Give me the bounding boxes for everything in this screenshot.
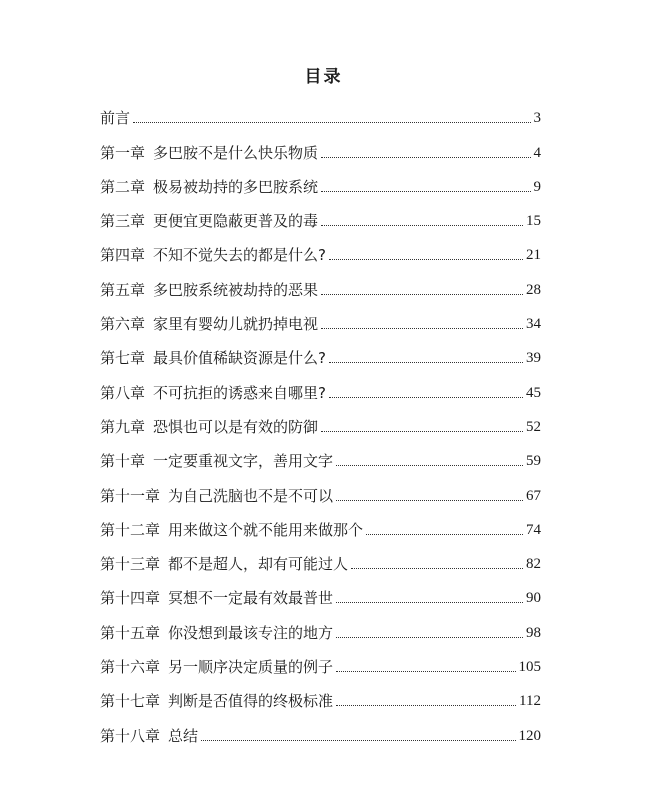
toc-entry-chapter: 第十一章 bbox=[100, 486, 161, 505]
toc-entry-chapter: 第十七章 bbox=[100, 692, 161, 711]
toc-entry-chapter: 第十章 bbox=[100, 452, 146, 471]
toc-entry-chapter: 第十四章 bbox=[100, 589, 161, 608]
toc-dot-leader bbox=[321, 156, 530, 158]
toc-entry-title: 恐惧也可以是有效的防御 bbox=[153, 417, 319, 436]
toc-entry-title: 另一顺序决定质量的例子 bbox=[168, 658, 334, 677]
toc-entry-page-number: 74 bbox=[526, 521, 541, 538]
toc-entry-title: 不知不觉失去的都是什么? bbox=[153, 246, 326, 265]
toc-entry-title: 家里有婴幼儿就扔掉电视 bbox=[153, 315, 319, 334]
toc-entry-page-number: 120 bbox=[518, 727, 541, 744]
toc-entry[interactable] bbox=[100, 300, 541, 334]
toc-entry-chapter: 第十五章 bbox=[100, 623, 161, 642]
toc-dot-leader bbox=[366, 533, 523, 535]
toc-entry-page-number: 34 bbox=[526, 316, 541, 333]
toc-entry-chapter: 第五章 bbox=[100, 280, 146, 299]
toc-dot-leader bbox=[336, 601, 523, 603]
toc-dot-leader bbox=[336, 704, 516, 706]
toc-entry-page-number: 52 bbox=[526, 418, 541, 435]
toc-entry-title: 最具价值稀缺资源是什么? bbox=[153, 349, 326, 368]
toc-dot-leader bbox=[336, 670, 515, 672]
toc-entry-title: 前言 bbox=[100, 109, 131, 128]
toc-entry-title: 冥想不一定最有效最普世 bbox=[168, 589, 334, 608]
toc-entry[interactable] bbox=[100, 265, 541, 299]
toc-entry-title: 判断是否值得的终极标准 bbox=[168, 692, 334, 711]
toc-dot-leader bbox=[329, 258, 523, 260]
toc-entry-title: 更便宜更隐蔽更普及的毒 bbox=[153, 212, 319, 231]
toc-entry-page-number: 4 bbox=[533, 144, 541, 161]
toc-entry[interactable] bbox=[100, 163, 541, 197]
toc-entry[interactable] bbox=[100, 368, 541, 402]
toc-dot-leader bbox=[336, 464, 523, 466]
toc-entry-page-number: 105 bbox=[518, 659, 541, 676]
toc-entry[interactable] bbox=[100, 608, 541, 642]
toc-entry-page-number: 112 bbox=[519, 693, 541, 710]
toc-dot-leader bbox=[321, 190, 530, 192]
toc-dot-leader bbox=[329, 361, 523, 363]
toc-list bbox=[100, 94, 541, 746]
toc-entry-chapter: 第二章 bbox=[100, 177, 146, 196]
toc-entry[interactable] bbox=[100, 540, 541, 574]
toc-entry[interactable] bbox=[100, 128, 541, 162]
toc-entry-chapter: 第十六章 bbox=[100, 658, 161, 677]
toc-entry[interactable] bbox=[100, 506, 541, 540]
toc-entry-title: 极易被劫持的多巴胺系统 bbox=[153, 177, 319, 196]
toc-entry-page-number: 21 bbox=[526, 247, 541, 264]
toc-entry-chapter: 第十三章 bbox=[100, 555, 161, 574]
toc-dot-leader bbox=[321, 327, 523, 329]
toc-dot-leader bbox=[351, 567, 523, 569]
toc-entry[interactable] bbox=[100, 437, 541, 471]
toc-entry-title: 多巴胺系统被劫持的恶果 bbox=[153, 280, 319, 299]
toc-entry-page-number: 59 bbox=[526, 453, 541, 470]
toc-entry-chapter: 第一章 bbox=[100, 143, 146, 162]
toc-entry-page-number: 90 bbox=[526, 590, 541, 607]
toc-entry[interactable] bbox=[100, 574, 541, 608]
toc-dot-leader bbox=[321, 224, 523, 226]
toc-entry-page-number: 9 bbox=[533, 178, 541, 195]
toc-entry-title: 总结 bbox=[168, 726, 199, 745]
toc-entry-page-number: 39 bbox=[526, 350, 541, 367]
toc-entry-page-number: 3 bbox=[533, 110, 541, 127]
toc-entry-title: 为自己洗脑也不是不可以 bbox=[168, 486, 334, 505]
toc-dot-leader bbox=[336, 499, 523, 501]
toc-entry-chapter: 第十八章 bbox=[100, 726, 161, 745]
toc-entry-chapter: 第十二章 bbox=[100, 520, 161, 539]
toc-entry[interactable] bbox=[100, 94, 541, 128]
toc-entry-title: 你没想到最该专注的地方 bbox=[168, 623, 334, 642]
toc-entry-title: 用来做这个就不能用来做那个 bbox=[168, 520, 364, 539]
toc-title: 目录 bbox=[304, 67, 343, 87]
toc-entry-chapter: 第三章 bbox=[100, 212, 146, 231]
toc-entry-title: 一定要重视文字，善用文字 bbox=[153, 452, 334, 471]
toc-dot-leader bbox=[201, 739, 515, 741]
toc-dot-leader bbox=[321, 430, 523, 432]
toc-entry-page-number: 15 bbox=[526, 213, 541, 230]
toc-entry[interactable] bbox=[100, 677, 541, 711]
toc-entry-chapter: 第七章 bbox=[100, 349, 146, 368]
toc-entry-title: 多巴胺不是什么快乐物质 bbox=[153, 143, 319, 162]
toc-entry[interactable] bbox=[100, 711, 541, 745]
toc-entry[interactable] bbox=[100, 643, 541, 677]
toc-entry-page-number: 82 bbox=[526, 556, 541, 573]
toc-dot-leader bbox=[336, 636, 523, 638]
toc-entry-chapter: 第六章 bbox=[100, 315, 146, 334]
toc-entry[interactable] bbox=[100, 471, 541, 505]
toc-dot-leader bbox=[133, 121, 530, 123]
toc-entry[interactable] bbox=[100, 197, 541, 231]
toc-entry-page-number: 45 bbox=[526, 384, 541, 401]
toc-entry[interactable] bbox=[100, 403, 541, 437]
toc-dot-leader bbox=[329, 396, 523, 398]
toc-entry-title: 不可抗拒的诱惑来自哪里? bbox=[153, 383, 326, 402]
toc-entry-title: 都不是超人，却有可能过人 bbox=[168, 555, 349, 574]
toc-entry-page-number: 28 bbox=[526, 281, 541, 298]
toc-entry-chapter: 第八章 bbox=[100, 383, 146, 402]
toc-entry-chapter: 第九章 bbox=[100, 417, 146, 436]
toc-entry-page-number: 98 bbox=[526, 624, 541, 641]
toc-entry-page-number: 67 bbox=[526, 487, 541, 504]
toc-entry[interactable] bbox=[100, 231, 541, 265]
toc-dot-leader bbox=[321, 293, 523, 295]
toc-entry[interactable] bbox=[100, 334, 541, 368]
toc-entry-chapter: 第四章 bbox=[100, 246, 146, 265]
